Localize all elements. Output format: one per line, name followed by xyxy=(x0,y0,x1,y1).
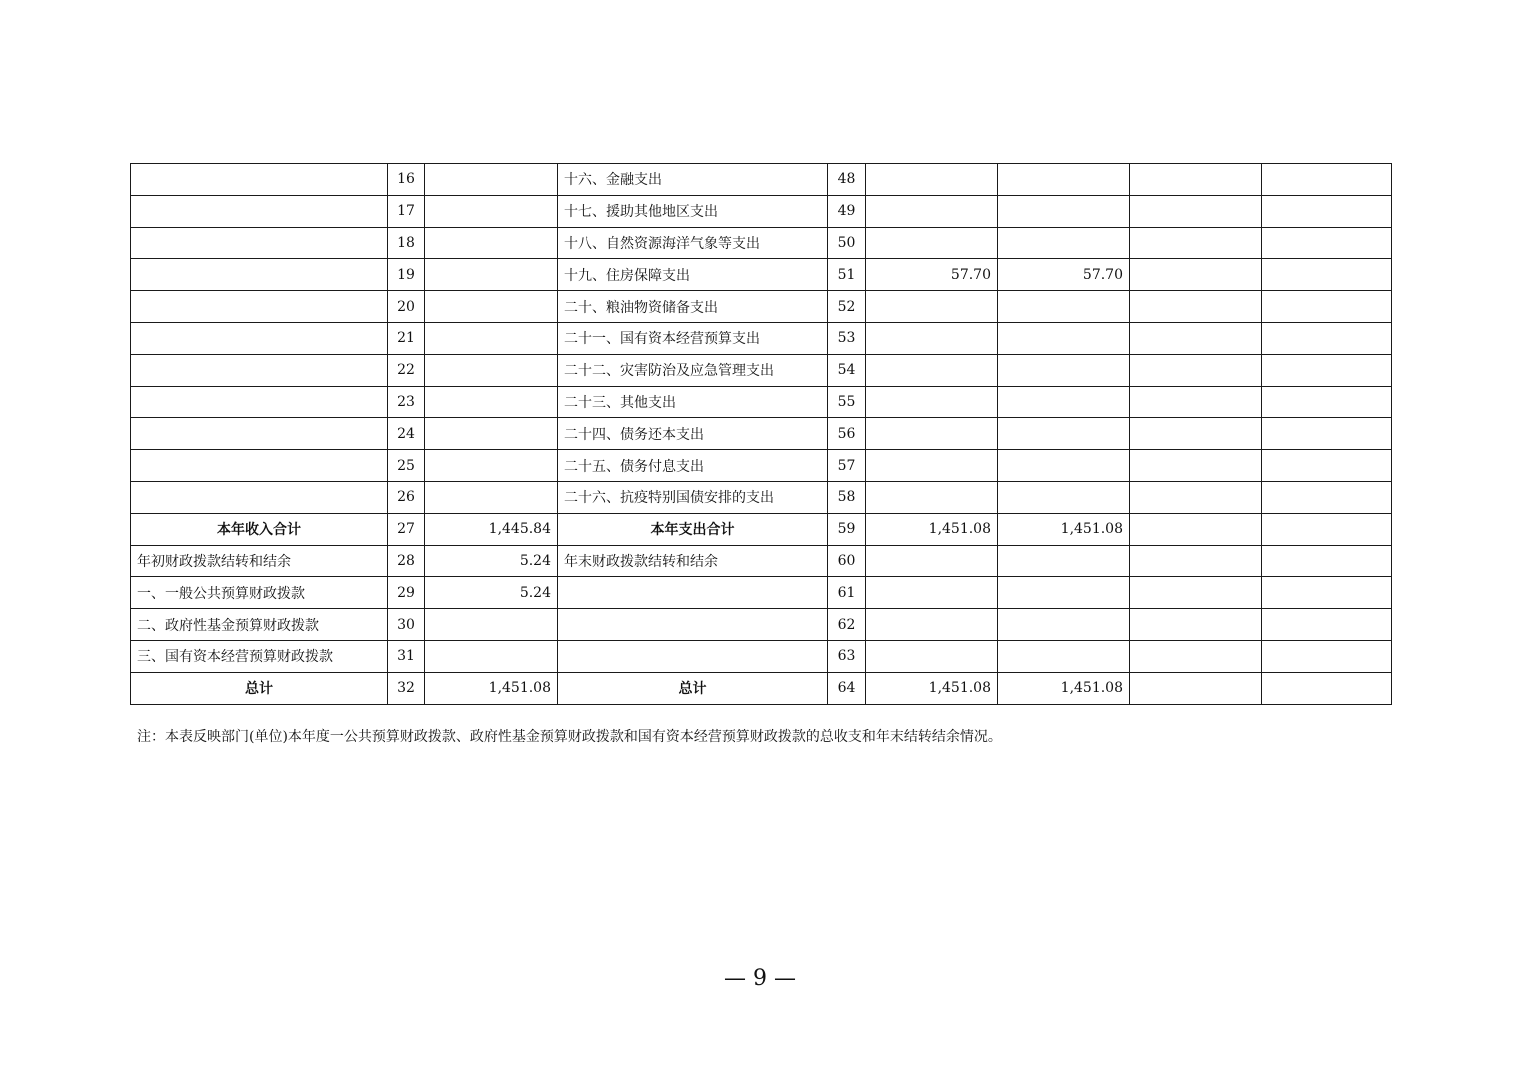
expense-item-cell: 年末财政拨款结转和结余 xyxy=(558,545,828,577)
income-line-number: 22 xyxy=(388,354,425,386)
income-amount-cell: 5.24 xyxy=(425,545,558,577)
expense-line-number: 59 xyxy=(828,513,866,545)
expense-item-cell: 二十五、债务付息支出 xyxy=(558,450,828,482)
state-capital-cell xyxy=(1262,545,1392,577)
general-budget-cell: 1,451.08 xyxy=(998,513,1130,545)
income-line-number: 27 xyxy=(388,513,425,545)
expense-total-cell xyxy=(866,354,998,386)
table-row xyxy=(131,164,1392,196)
expense-total-cell: 1,451.08 xyxy=(866,672,998,704)
state-capital-cell xyxy=(1262,609,1392,641)
government-fund-cell xyxy=(1130,322,1262,354)
table-row xyxy=(131,609,1392,641)
income-line-number: 24 xyxy=(388,418,425,450)
government-fund-cell xyxy=(1130,640,1262,672)
table-row xyxy=(131,450,1392,482)
government-fund-cell xyxy=(1130,450,1262,482)
income-amount-cell xyxy=(425,291,558,323)
expense-line-number: 64 xyxy=(828,672,866,704)
income-amount-cell xyxy=(425,195,558,227)
income-line-number: 20 xyxy=(388,291,425,323)
expense-item-cell: 二十二、灾害防治及应急管理支出 xyxy=(558,354,828,386)
income-item-cell xyxy=(131,291,388,323)
table-note: 注：本表反映部门(单位)本年度一公共预算财政拨款、政府性基金预算财政拨款和国有资本经营预算财政拨款的总收支和年末结转结余情况。 xyxy=(137,729,1002,745)
income-line-number: 17 xyxy=(388,195,425,227)
expense-total-cell xyxy=(866,322,998,354)
general-budget-cell xyxy=(998,640,1130,672)
government-fund-cell xyxy=(1130,418,1262,450)
income-line-number: 31 xyxy=(388,640,425,672)
state-capital-cell xyxy=(1262,672,1392,704)
expense-item-cell xyxy=(558,640,828,672)
income-item-cell xyxy=(131,481,388,513)
income-item-cell: 二、政府性基金预算财政拨款 xyxy=(131,609,388,641)
income-amount-cell xyxy=(425,481,558,513)
expense-total-cell xyxy=(866,545,998,577)
income-amount-cell: 1,445.84 xyxy=(425,513,558,545)
expense-line-number: 49 xyxy=(828,195,866,227)
income-item-cell xyxy=(131,259,388,291)
expense-item-cell: 十九、住房保障支出 xyxy=(558,259,828,291)
expense-item-cell: 二十四、债务还本支出 xyxy=(558,418,828,450)
government-fund-cell xyxy=(1130,227,1262,259)
state-capital-cell xyxy=(1262,640,1392,672)
income-amount-cell xyxy=(425,354,558,386)
general-budget-cell xyxy=(998,354,1130,386)
general-budget-cell: 57.70 xyxy=(998,259,1130,291)
general-budget-cell: 1,451.08 xyxy=(998,672,1130,704)
income-line-number: 29 xyxy=(388,577,425,609)
expense-line-number: 52 xyxy=(828,291,866,323)
income-amount-cell xyxy=(425,418,558,450)
government-fund-cell xyxy=(1130,259,1262,291)
state-capital-cell xyxy=(1262,322,1392,354)
government-fund-cell xyxy=(1130,672,1262,704)
income-amount-cell xyxy=(425,450,558,482)
expense-total-cell xyxy=(866,577,998,609)
general-budget-cell xyxy=(998,481,1130,513)
expense-total-cell xyxy=(866,418,998,450)
expense-total-cell: 1,451.08 xyxy=(866,513,998,545)
expense-item-cell: 十六、金融支出 xyxy=(558,164,828,196)
state-capital-cell xyxy=(1262,164,1392,196)
state-capital-cell xyxy=(1262,577,1392,609)
state-capital-cell xyxy=(1262,354,1392,386)
income-line-number: 30 xyxy=(388,609,425,641)
expense-line-number: 54 xyxy=(828,354,866,386)
expense-item-cell: 十八、自然资源海洋气象等支出 xyxy=(558,227,828,259)
expense-line-number: 61 xyxy=(828,577,866,609)
general-budget-cell xyxy=(998,450,1130,482)
table-row xyxy=(131,640,1392,672)
income-amount-cell: 1,451.08 xyxy=(425,672,558,704)
general-budget-cell xyxy=(998,386,1130,418)
expense-item-cell: 二十三、其他支出 xyxy=(558,386,828,418)
expense-item-cell: 总计 xyxy=(558,672,828,704)
table-row xyxy=(131,259,1392,291)
government-fund-cell xyxy=(1130,609,1262,641)
income-item-cell xyxy=(131,354,388,386)
state-capital-cell xyxy=(1262,227,1392,259)
expense-item-cell xyxy=(558,609,828,641)
state-capital-cell xyxy=(1262,513,1392,545)
expense-line-number: 51 xyxy=(828,259,866,291)
general-budget-cell xyxy=(998,195,1130,227)
income-item-cell xyxy=(131,450,388,482)
income-item-cell xyxy=(131,195,388,227)
state-capital-cell xyxy=(1262,418,1392,450)
table-row xyxy=(131,513,1392,545)
income-line-number: 19 xyxy=(388,259,425,291)
general-budget-cell xyxy=(998,227,1130,259)
state-capital-cell xyxy=(1262,386,1392,418)
government-fund-cell xyxy=(1130,513,1262,545)
expense-total-cell xyxy=(866,227,998,259)
expense-total-cell: 57.70 xyxy=(866,259,998,291)
expense-total-cell xyxy=(866,640,998,672)
government-fund-cell xyxy=(1130,354,1262,386)
fiscal-appropriation-table xyxy=(130,163,1392,705)
table-row xyxy=(131,577,1392,609)
income-amount-cell xyxy=(425,386,558,418)
table-row xyxy=(131,354,1392,386)
table-row xyxy=(131,195,1392,227)
income-line-number: 21 xyxy=(388,322,425,354)
table-row xyxy=(131,291,1392,323)
expense-line-number: 50 xyxy=(828,227,866,259)
expense-total-cell xyxy=(866,481,998,513)
expense-item-cell: 二十、粮油物资储备支出 xyxy=(558,291,828,323)
income-amount-cell xyxy=(425,640,558,672)
expense-total-cell xyxy=(866,450,998,482)
general-budget-cell xyxy=(998,418,1130,450)
income-amount-cell: 5.24 xyxy=(425,577,558,609)
income-amount-cell xyxy=(425,609,558,641)
income-amount-cell xyxy=(425,259,558,291)
state-capital-cell xyxy=(1262,259,1392,291)
expense-line-number: 55 xyxy=(828,386,866,418)
table-row xyxy=(131,481,1392,513)
page-number: — 9 — xyxy=(724,966,796,991)
general-budget-cell xyxy=(998,545,1130,577)
expense-item-cell: 二十一、国有资本经营预算支出 xyxy=(558,322,828,354)
income-line-number: 32 xyxy=(388,672,425,704)
expense-line-number: 56 xyxy=(828,418,866,450)
general-budget-cell xyxy=(998,164,1130,196)
government-fund-cell xyxy=(1130,291,1262,323)
expense-total-cell xyxy=(866,195,998,227)
income-item-cell: 一、一般公共预算财政拨款 xyxy=(131,577,388,609)
income-amount-cell xyxy=(425,164,558,196)
income-item-cell xyxy=(131,227,388,259)
income-item-cell: 年初财政拨款结转和结余 xyxy=(131,545,388,577)
expense-total-cell xyxy=(866,164,998,196)
expense-line-number: 63 xyxy=(828,640,866,672)
table-row xyxy=(131,227,1392,259)
income-line-number: 25 xyxy=(388,450,425,482)
table-row xyxy=(131,386,1392,418)
expense-line-number: 62 xyxy=(828,609,866,641)
income-line-number: 28 xyxy=(388,545,425,577)
income-item-cell xyxy=(131,322,388,354)
expense-line-number: 53 xyxy=(828,322,866,354)
expense-item-cell: 二十六、抗疫特别国债安排的支出 xyxy=(558,481,828,513)
expense-line-number: 48 xyxy=(828,164,866,196)
government-fund-cell xyxy=(1130,195,1262,227)
income-item-cell xyxy=(131,418,388,450)
table-row xyxy=(131,418,1392,450)
expense-item-cell: 本年支出合计 xyxy=(558,513,828,545)
general-budget-cell xyxy=(998,291,1130,323)
state-capital-cell xyxy=(1262,481,1392,513)
government-fund-cell xyxy=(1130,386,1262,418)
government-fund-cell xyxy=(1130,545,1262,577)
government-fund-cell xyxy=(1130,481,1262,513)
expense-item-cell: 十七、援助其他地区支出 xyxy=(558,195,828,227)
income-line-number: 23 xyxy=(388,386,425,418)
government-fund-cell xyxy=(1130,164,1262,196)
state-capital-cell xyxy=(1262,195,1392,227)
income-line-number: 18 xyxy=(388,227,425,259)
income-item-cell: 三、国有资本经营预算财政拨款 xyxy=(131,640,388,672)
income-line-number: 26 xyxy=(388,481,425,513)
expense-item-cell xyxy=(558,577,828,609)
general-budget-cell xyxy=(998,609,1130,641)
government-fund-cell xyxy=(1130,577,1262,609)
table-row xyxy=(131,322,1392,354)
table-row xyxy=(131,545,1392,577)
income-item-cell xyxy=(131,386,388,418)
expense-line-number: 57 xyxy=(828,450,866,482)
state-capital-cell xyxy=(1262,291,1392,323)
general-budget-cell xyxy=(998,322,1130,354)
expense-line-number: 58 xyxy=(828,481,866,513)
income-item-cell: 总计 xyxy=(131,672,388,704)
expense-line-number: 60 xyxy=(828,545,866,577)
state-capital-cell xyxy=(1262,450,1392,482)
income-line-number: 16 xyxy=(388,164,425,196)
expense-total-cell xyxy=(866,291,998,323)
income-amount-cell xyxy=(425,227,558,259)
income-amount-cell xyxy=(425,322,558,354)
general-budget-cell xyxy=(998,577,1130,609)
expense-total-cell xyxy=(866,386,998,418)
table-body xyxy=(131,164,1392,705)
income-item-cell: 本年收入合计 xyxy=(131,513,388,545)
income-item-cell xyxy=(131,164,388,196)
table-row xyxy=(131,672,1392,704)
expense-total-cell xyxy=(866,609,998,641)
